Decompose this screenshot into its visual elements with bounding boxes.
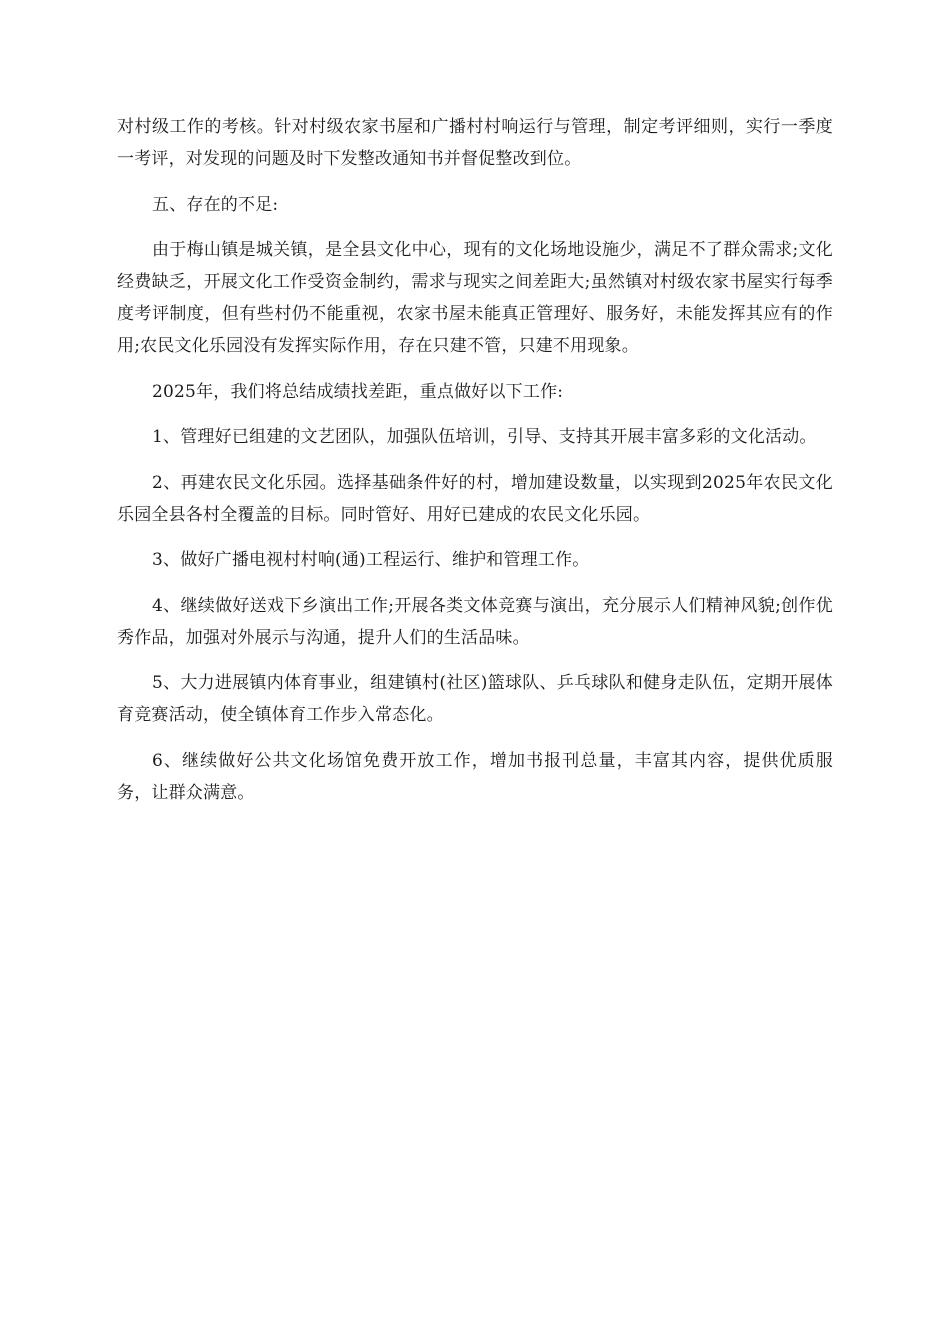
section-heading-shortcomings: 五、存在的不足: [152,194,279,215]
list-item-2: 2、再建农民文化乐园。选择基础条件好的村，增加建设数量，以实现到2025年农民文化乐园全县各村全覆盖的目标。同时管好、用好已建成的农民文化乐园。 [117,472,833,525]
list-item-6: 6、继续做好公共文化场馆免费开放工作，增加书报刊总量，丰富其内容，提供优质服务，让群众满意。 [117,750,833,803]
list-item-1: 1、管理好已组建的文艺团队，加强队伍培训，引导、支持其开展丰富多彩的文化活动。 [152,427,817,447]
document-page [117,111,833,822]
list-item-4: 4、继续做好送戏下乡演出工作;开展各类文体竞赛与演出，充分展示人们精神风貌;创作优秀作品，加强对外展示与沟通，提升人们的生活品味。 [117,595,833,648]
list-item-5: 5、大力进展镇内体育事业，组建镇村(社区)篮球队、乒乓球队和健身走队伍，定期开展体育竞赛活动，使全镇体育工作步入常态化。 [117,673,833,725]
paragraph-shortcomings: 由于梅山镇是城关镇，是全县文化中心，现有的文化场地设施少，满足不了群众需求;文化经费缺乏，开展文化工作受资金制约，需求与现实之间差距大;虽然镇对村级农家书屋实行每季度考评制度，但有些村仍不能重视，农家书屋未能真正管理好、服务好，未能发挥其应有的作用;农民文化乐园没有发挥实际作用，存在只建不管，只建不用现象。 [117,240,833,356]
paragraph-plan-intro: 2025年，我们将总结成绩找差距，重点做好以下工作: [152,381,564,402]
paragraph-assessment-continuation: 对村级工作的考核。针对村级农家书屋和广播村村响运行与管理，制定考评细则，实行一季度一考评，对发现的问题及时下发整改通知书并督促整改到位。 [117,117,833,169]
list-item-3: 3、做好广播电视村村响(通)工程运行、维护和管理工作。 [152,550,590,570]
